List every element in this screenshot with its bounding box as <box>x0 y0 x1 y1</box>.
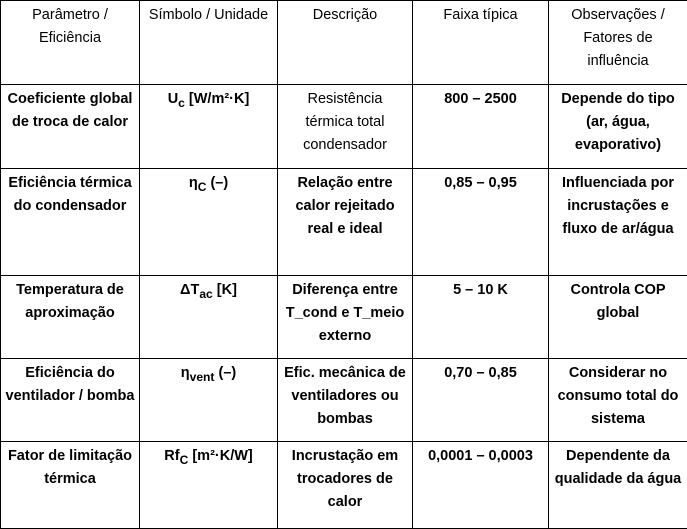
cell-symbol <box>140 441 278 528</box>
symbol-unit: [m²·K/W] <box>188 447 253 464</box>
symbol-main: η <box>180 364 190 381</box>
symbol-unit: [K] <box>212 281 237 298</box>
header-description: Descrição <box>278 1 413 85</box>
cell-parameter: Eficiência do ventilador / bomba <box>1 358 140 441</box>
cell-symbol <box>140 169 278 275</box>
table-row <box>1 169 687 275</box>
symbol-main: U <box>167 91 179 108</box>
cell-notes: Influenciada por incrustações e fluxo de ar/água <box>549 169 687 275</box>
symbol-unit: (–) <box>214 364 237 381</box>
symbol-unit: [W/m²·K] <box>184 91 250 108</box>
header-range: Faixa típica <box>413 1 549 85</box>
header-notes: Observações / Fatores de influência <box>549 1 687 85</box>
cell-parameter: Coeficiente global de troca de calor <box>1 85 140 169</box>
header-parameter: Parâmetro / Eficiência <box>1 1 140 85</box>
cell-parameter: Fator de limitação térmica <box>1 441 140 528</box>
cell-range: 0,85 – 0,95 <box>413 169 549 275</box>
symbol-sub: C <box>197 180 207 195</box>
table-row <box>1 441 687 528</box>
cell-notes: Dependente da qualidade da água <box>549 441 687 528</box>
symbol-sub: c <box>178 96 185 111</box>
cell-description: Relação entre calor rejeitado real e ideal <box>278 169 413 275</box>
symbol-main: ΔT <box>180 281 200 298</box>
symbol-sub: ac <box>199 286 213 301</box>
cell-symbol <box>140 275 278 358</box>
cell-notes: Controla COP global <box>549 275 687 358</box>
cell-description: Efic. mecânica de ventiladores ou bombas <box>278 358 413 441</box>
table-row <box>1 85 687 169</box>
cell-description: Diferença entre T_cond e T_meio externo <box>278 275 413 358</box>
cell-notes: Considerar no consumo total do sistema <box>549 358 687 441</box>
cell-description: Incrustação em trocadores de calor <box>278 441 413 528</box>
cell-symbol <box>140 358 278 441</box>
symbol-unit: (–) <box>206 175 229 192</box>
cell-notes: Depende do tipo (ar, água, evaporativo) <box>549 85 687 169</box>
cell-description: Resistência térmica total condensador <box>278 85 413 169</box>
cell-parameter: Eficiência térmica do condensador <box>1 169 140 275</box>
cell-range: 800 – 2500 <box>413 85 549 169</box>
cell-range: 5 – 10 K <box>413 275 549 358</box>
cell-symbol <box>140 85 278 169</box>
table-row <box>1 358 687 441</box>
cell-parameter: Temperatura de aproximação <box>1 275 140 358</box>
cell-range: 0,0001 – 0,0003 <box>413 441 549 528</box>
symbol-sub: vent <box>189 369 215 384</box>
symbol-sub: C <box>179 452 189 467</box>
symbol-main: Rf <box>164 447 180 464</box>
table-row <box>1 275 687 358</box>
header-symbol: Símbolo / Unidade <box>140 1 278 85</box>
cell-range: 0,70 – 0,85 <box>413 358 549 441</box>
header-row <box>1 1 687 85</box>
symbol-main: η <box>188 175 198 192</box>
